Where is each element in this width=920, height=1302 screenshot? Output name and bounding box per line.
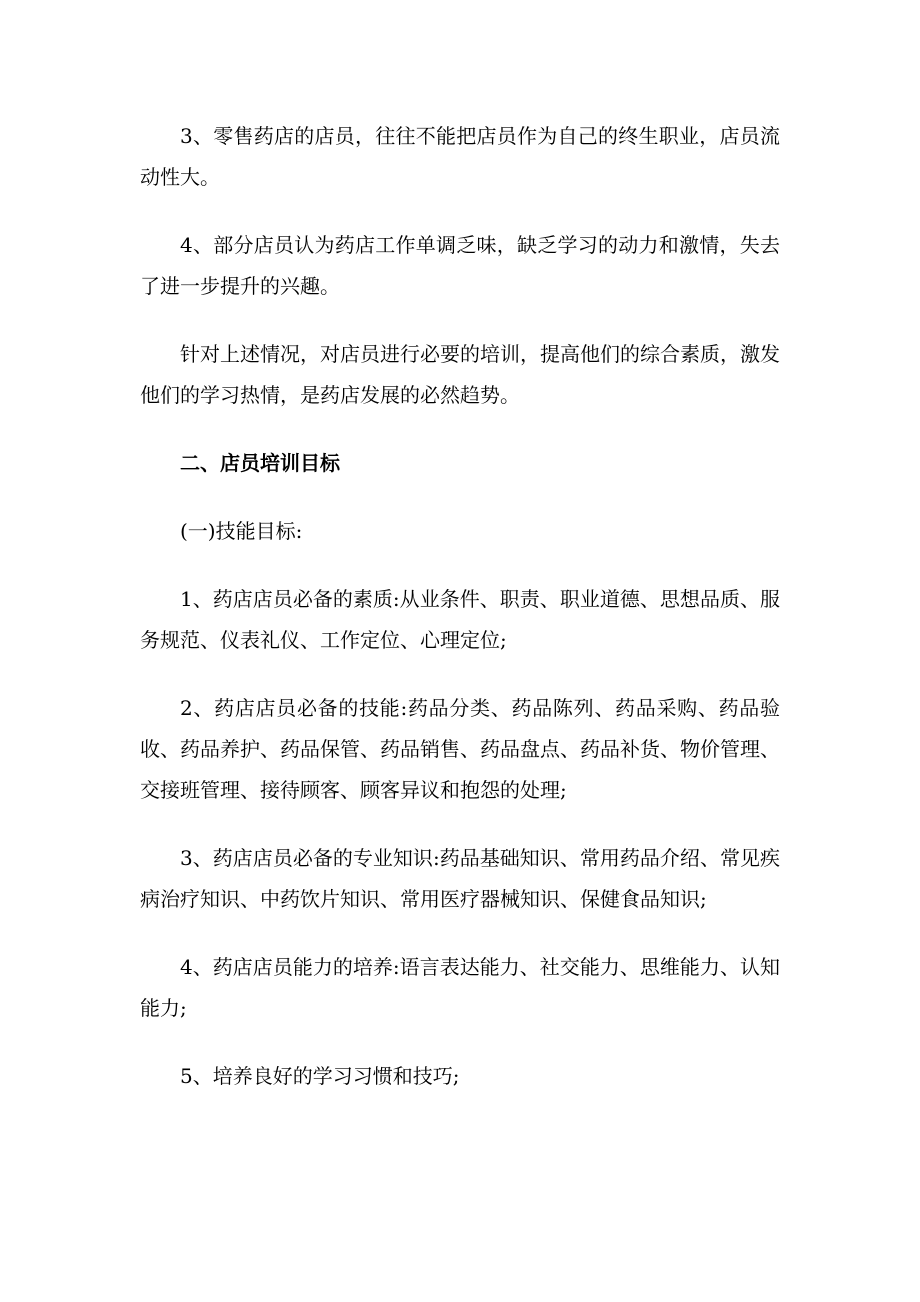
list-item: 4、药店店员能力的培养:语言表达能力、社交能力、思维能力、认知能力; bbox=[140, 955, 780, 1020]
section-heading: 二、店员培训目标 bbox=[180, 451, 340, 475]
list-item: 3、药店店员必备的专业知识:药品基础知识、常用药品介绍、常见疾病治疗知识、中药饮片知识、常用医疗器械知识、保健食品知识; bbox=[140, 846, 780, 911]
list-item: 5、培养良好的学习习惯和技巧; bbox=[180, 1064, 460, 1088]
paragraph-summary: 针对上述情况，对店员进行必要的培训，提高他们的综合素质，激发他们的学习热情，是药店发展的必然趋势。 bbox=[140, 342, 780, 407]
paragraph-point-3: 3、零售药店的店员，往往不能把店员作为自己的终生职业，店员流动性大。 bbox=[140, 124, 780, 189]
list-item: 1、药店店员必备的素质:从业条件、职责、职业道德、思想品质、服务规范、仪表礼仪、工作定位、心理定位; bbox=[140, 587, 780, 652]
subsection-heading: (一)技能目标: bbox=[180, 519, 303, 543]
list-item: 2、药店店员必备的技能:药品分类、药品陈列、药品采购、药品验收、药品养护、药品保管、药品销售、药品盘点、药品补货、物价管理、交接班管理、接待顾客、顾客异议和抱怨的处理; bbox=[140, 696, 780, 802]
paragraph-point-4: 4、部分店员认为药店工作单调乏味，缺乏学习的动力和激情，失去了进一步提升的兴趣。 bbox=[140, 233, 780, 298]
document-body bbox=[140, 116, 780, 1124]
